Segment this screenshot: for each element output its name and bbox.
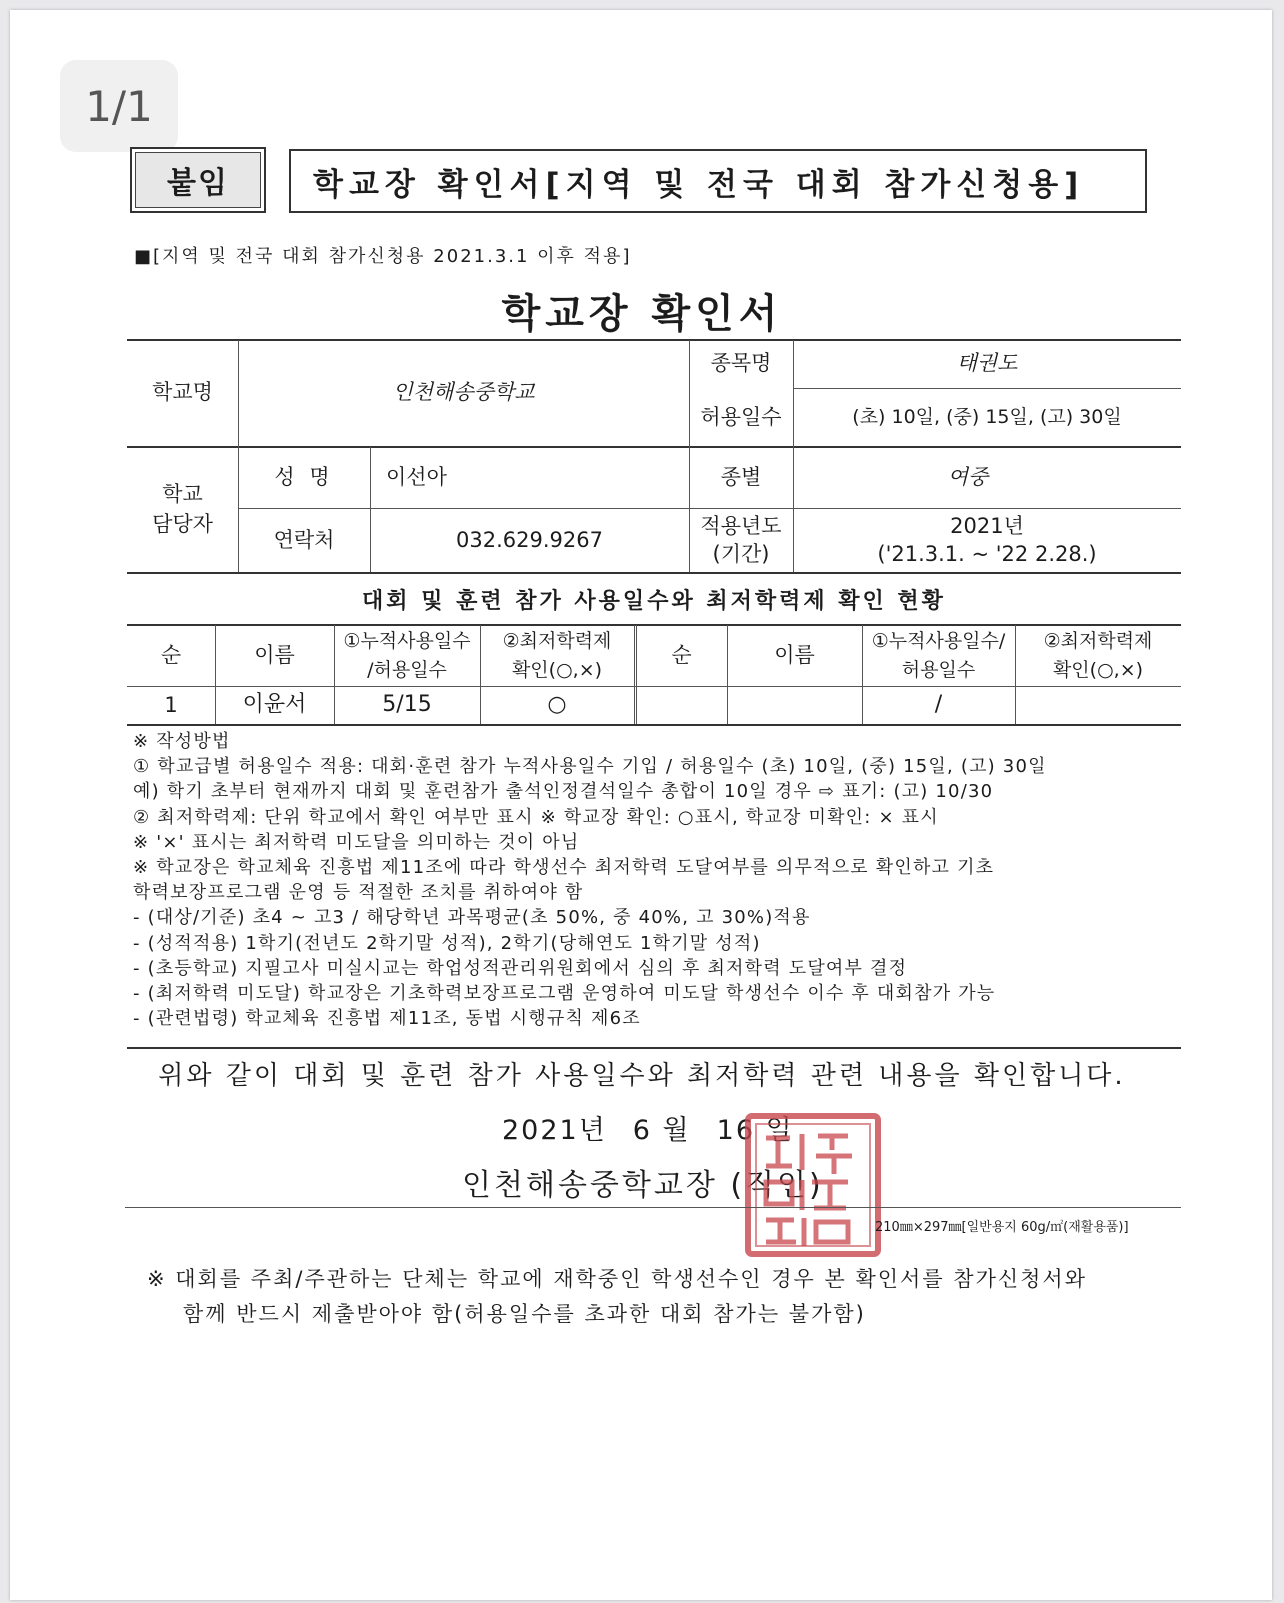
instruction-line: - (관련법령) 학교체육 진흥법 제11조, 동법 시행규칙 제6조 <box>133 1008 641 1030</box>
instruction-line: ① 학교급별 허용일수 적용: 대회·훈련 참가 누적사용일수 기입 / 허용일수 (초) 10일, (중) 15일, (고) 30일 <box>133 756 1047 778</box>
instruction-line: - (성적적용) 1학기(전년도 2학기말 성적), 2학기(당해연도 1학기말 성적) <box>133 932 761 954</box>
table-rule <box>127 572 1181 574</box>
allowed-days-value: (초) 10일, (중) 15일, (고) 30일 <box>852 406 1122 429</box>
instruction-line: 학력보장프로그램 운영 등 적절한 조치를 취하여야 함 <box>133 882 584 904</box>
row-check: ○ <box>547 692 567 718</box>
school-seal-stamp <box>742 1110 884 1260</box>
attachment-label: 붙임 <box>130 147 266 213</box>
col-header-days-right-line2: 허용일수 <box>901 658 976 681</box>
phone-label: 연락처 <box>273 527 335 552</box>
writing-instructions <box>133 729 1183 1031</box>
submission-note-line1: ※ 대회를 주최/주관하는 단체는 학교에 재학중인 학생선수인 경우 본 확인서를 참가신청서와 <box>147 1267 1088 1291</box>
instruction-line: ※ 학교장은 학교체육 진흥법 제11조에 따라 학생선수 최저학력 도달여부를 의무적으로 확인하고 기초 <box>133 857 995 879</box>
section-rule <box>125 1207 1181 1208</box>
contact-person-label-line1: 학교 <box>162 482 203 507</box>
col-header-check-right-line2: 확인(○,×) <box>1052 658 1144 681</box>
category-label: 종별 <box>720 464 762 489</box>
instruction-line: ※ '×' 표시는 최저학력 미도달을 의미하는 것이 아님 <box>133 831 580 853</box>
col-header-no-right: 순 <box>671 642 692 667</box>
col-header-days <box>334 625 480 686</box>
phone-value: 032.629.9267 <box>456 527 603 552</box>
year-value-period: ('21.3.1. ~ '22 2.28.) <box>877 541 1097 566</box>
name-value: 이선아 <box>386 464 447 489</box>
year-label <box>689 509 793 572</box>
year-label-line2: (기간) <box>712 541 770 566</box>
principal-signature: 인천해송중학교장 (직인) <box>462 1168 824 1203</box>
usage-section-title: 대회 및 훈련 참가 사용일수와 최저학력제 확인 현황 <box>362 589 946 614</box>
instruction-line: - (초등학교) 지필고사 미실시교는 학업성적관리위원회에서 심의 후 최저학력 도달여부 결정 <box>133 957 908 979</box>
col-header-check-right-line1: ②최저학력제 <box>1043 630 1153 652</box>
year-value <box>793 509 1181 572</box>
col-header-check-line1: ②최저학력제 <box>502 630 612 652</box>
page-indicator[interactable]: 1/1 <box>60 60 178 152</box>
date-day: 16 일 <box>716 1115 794 1146</box>
row-days-right: / <box>934 692 943 718</box>
section-rule <box>127 1047 1181 1049</box>
col-header-days-line1: ①누적사용일수 <box>343 630 471 652</box>
contact-person-label-line2: 담당자 <box>152 511 213 536</box>
col-header-days-line2: /허용일수 <box>367 658 447 681</box>
instruction-line: - (최저학력 미도달) 학교장은 기초학력보장프로그램 운영하여 미도달 학생선수 이수 후 대회참가 가능 <box>133 983 996 1005</box>
paper-spec: 210㎜×297㎜[일반용지 60g/㎡(재활용품)] <box>875 1220 1129 1235</box>
school-value: 인천해송중학교 <box>392 380 535 405</box>
date-month: 6 월 <box>632 1115 691 1146</box>
sport-value: 태권도 <box>956 351 1018 376</box>
category-value: 여중 <box>947 464 989 489</box>
contact-person-label <box>127 447 238 572</box>
instruction-line: - (대상/기준) 초4 ~ 고3 / 해당학년 과목평균(초 50%, 중 40%, 고 30%)적용 <box>133 907 811 929</box>
col-header-days-right <box>862 625 1015 686</box>
confirmation-statement: 위와 같이 대회 및 훈련 참가 사용일수와 최저학력 관련 내용을 확인합니다. <box>158 1061 1126 1091</box>
submission-note <box>147 1262 1087 1332</box>
applicability-note: ■[지역 및 전국 대회 참가신청용 2021.3.1 이후 적용] <box>134 246 632 267</box>
main-title: 학교장 확인서 <box>501 291 783 337</box>
row-no: 1 <box>164 692 178 717</box>
date-year: 2021년 <box>502 1115 607 1146</box>
year-label-line1: 적용년도 <box>700 514 782 539</box>
col-header-check-line2: 확인(○,×) <box>511 658 603 681</box>
name-label: 성 명 <box>274 464 334 489</box>
row-name: 이윤서 <box>242 692 307 718</box>
instruction-line: ② 최저학력제: 단위 학교에서 확인 여부만 표시 ※ 학교장 확인: ○표시, 학교장 미확인: × 표시 <box>133 806 939 828</box>
instruction-line: 예) 학기 초부터 현재까지 대회 및 훈련참가 출석인정결석일수 총합이 10일 경우 ⇨ 표기: (고) 10/30 <box>133 781 994 803</box>
col-header-check-right <box>1015 625 1181 686</box>
form-title: 학교장 확인서[지역 및 전국 대회 참가신청용] <box>289 149 1147 213</box>
instruction-line: ※ 작성방법 <box>133 731 231 752</box>
row-days: 5/15 <box>382 692 432 718</box>
allowed-days-label: 허용일수 <box>700 404 782 429</box>
submission-note-line2: 함께 반드시 제출받아야 함(허용일수를 초과한 대회 참가는 불가함) <box>183 1302 866 1326</box>
col-header-days-right-line1: ①누적사용일수/ <box>871 630 1006 652</box>
sport-label: 종목명 <box>710 351 772 376</box>
school-label: 학교명 <box>152 380 213 405</box>
col-header-name: 이름 <box>254 642 295 667</box>
col-header-check <box>480 625 634 686</box>
table-rule <box>127 724 1181 726</box>
col-header-no: 순 <box>160 642 182 667</box>
year-value-year: 2021년 <box>950 514 1024 539</box>
col-header-name-right: 이름 <box>774 642 815 667</box>
